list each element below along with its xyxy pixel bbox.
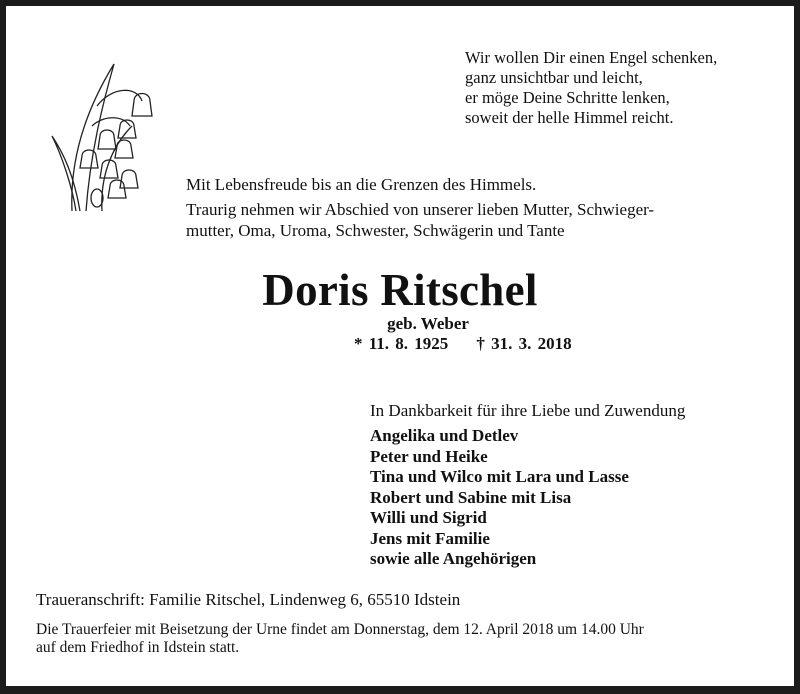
- poem: [465, 48, 717, 128]
- life-dates: [354, 334, 600, 354]
- poem-line: Wir wollen Dir einen Engel schenken,: [465, 48, 718, 67]
- mourner: Peter und Heike: [370, 446, 488, 466]
- mourners-list: [370, 426, 629, 570]
- ceremony-info: [36, 621, 644, 657]
- intro-line: Traurig nehmen wir Abschied von unserer lieben Mutter, Schwieger-: [186, 200, 655, 219]
- poem-line: soweit der helle Himmel reicht.: [465, 108, 674, 127]
- obituary-notice: [6, 6, 794, 686]
- mourning-address: Traueranschrift: Familie Ritschel, Lindenweg 6, 65510 Idstein: [36, 590, 461, 609]
- birth-date: * 11. 8. 1925: [354, 334, 449, 353]
- poem-line: er möge Deine Schritte lenken,: [465, 88, 670, 107]
- deceased-name: Doris Ritschel: [262, 265, 538, 315]
- mourner: Willi und Sigrid: [370, 508, 487, 527]
- mourner: Robert und Sabine mit Lisa: [370, 487, 572, 507]
- intro-line: Mit Lebensfreude bis an die Grenzen des Himmels.: [186, 175, 537, 194]
- thanks-line: In Dankbarkeit für ihre Liebe und Zuwendung: [370, 401, 686, 420]
- ceremony-line: auf dem Friedhof in Idstein statt.: [36, 639, 240, 656]
- death-date: † 31. 3. 2018: [476, 334, 572, 353]
- mourner: Angelika und Detlev: [370, 426, 519, 445]
- poem-line: ganz unsichtbar und leicht,: [465, 68, 643, 87]
- mourner: Tina und Wilco mit Lara und Lasse: [370, 467, 629, 486]
- lily-of-the-valley-icon: [42, 46, 162, 216]
- ceremony-line: Die Trauerfeier mit Beisetzung der Urne findet am Donnerstag, dem 12. April 2018 um 14.00 Uhr: [36, 621, 644, 638]
- birth-name: geb. Weber: [387, 314, 469, 333]
- mourner: Jens mit Familie: [370, 528, 490, 548]
- intro-text: [186, 174, 654, 241]
- intro-line: mutter, Oma, Uroma, Schwester, Schwägerin und Tante: [186, 221, 565, 240]
- mourner: sowie alle Angehörigen: [370, 549, 537, 568]
